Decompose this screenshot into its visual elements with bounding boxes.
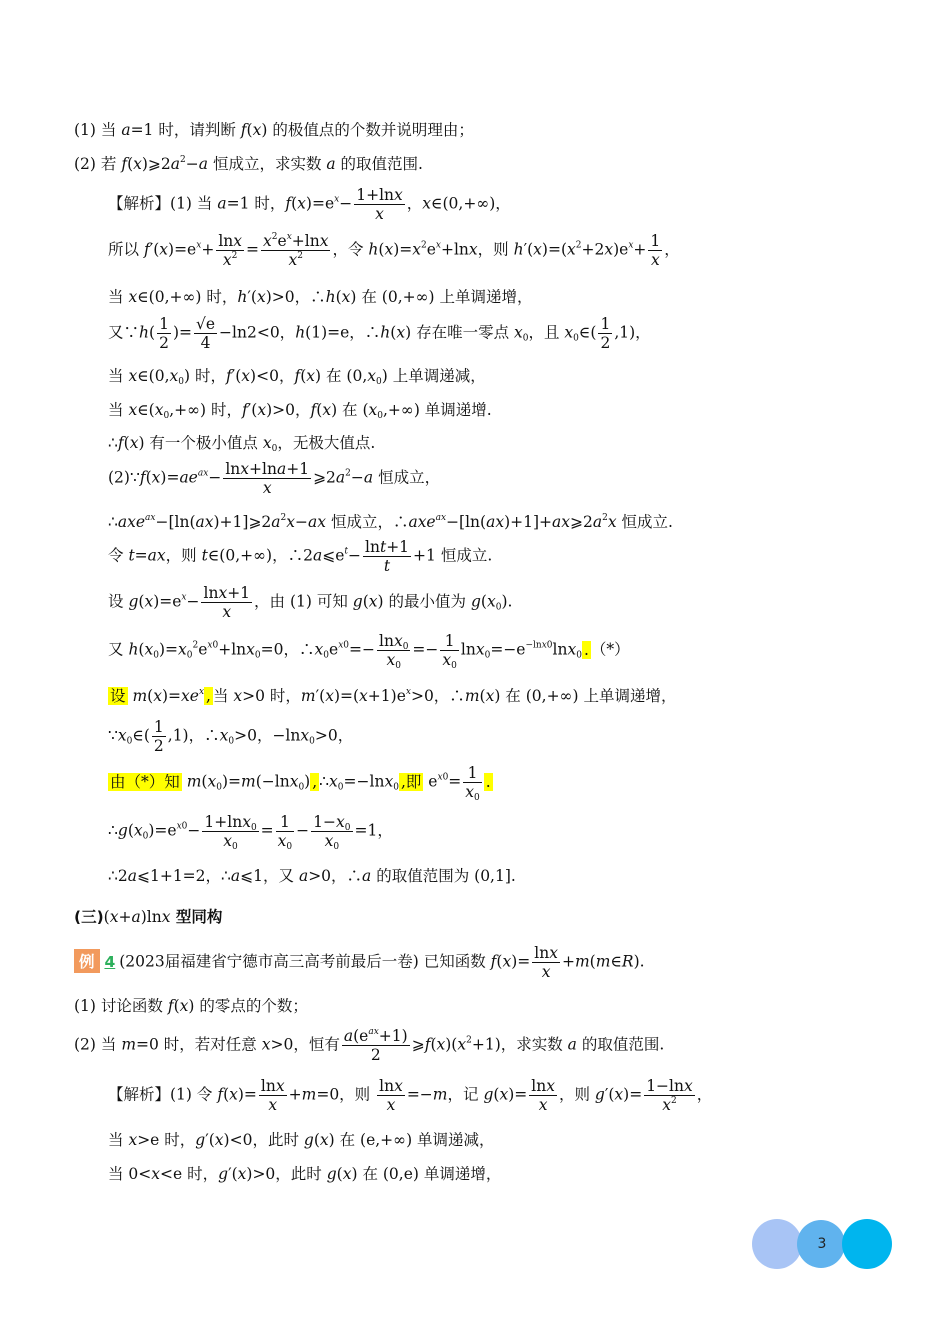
solution-line-2: 所以 $f'(x)=e^x+$ $\frac{\ln x}{x^2}$ = $\frac{x^2e^x+\ln x}{x^2}$ ，令 $h(x)=x^2e^x+\ln x$，则 $h'(x)=(x^2+2x)e^x+$ $\frac{1}{x}$ ，: [108, 232, 680, 269]
solution-line-11: 设 $g(x)=e^x-$ $\frac{\ln x+1}{x}$ ，由 (1) 可知 g(x) 的最小值为 $g(x_0)$.: [108, 584, 513, 621]
section-heading: (三)(x+a)lnx 型同构: [74, 908, 223, 926]
solution-tag: 【解析】: [108, 194, 171, 213]
solution-line-10: 令 t=ax，则 t∈(0,+∞)，$\therefore 2a⩽e^t-$ $\frac{\ln t+1}{t}$ +1 恒成立.: [108, 538, 493, 575]
example-solution-line-3: 当 0<x<e 时，g′(x)>0，此时 g(x) 在 (0,e) 单调递增，: [108, 1165, 502, 1183]
page-circle-left: [752, 1219, 802, 1269]
question-part-2: (2) 若 $f(x)⩾2a^2-a$ 恒成立，求实数 a 的取值范围.: [74, 155, 423, 173]
solution-line-12: 又 $h(x_0)=x_0^2e^{x0}+\ln x_0=0$，$\therefore x_0e^{x0}=-$ $\frac{\ln x_0}{x_0}$ =− $\frac{1}{x_0}$ $\ln x_0=-e^{-lnx0}\ln x_0$ . （*）: [108, 632, 630, 671]
page-circle-right: [842, 1219, 892, 1269]
example-label: 例: [74, 949, 100, 973]
page-number: 3: [817, 1236, 827, 1252]
solution-line-15: 由（*）知 $m(x_0)=m(-\ln x_0)$ , $\therefore x_0=-\ln x_0$ ,即 $e^{x0}=$ $\frac{1}{x_0}$ .: [110, 764, 491, 803]
solution-line-13: 设 $m(x)=xe^x$ , 当 x>0 时，$m'(x)=(x+1)e^x>0$，∴m(x) 在 (0,+∞) 上单调递增，: [110, 687, 677, 705]
example-number: 4: [104, 952, 116, 971]
solution-line-3: 当 x∈(0,+∞) 时，h′(x)>0，∴h(x) 在 (0,+∞) 上单调递增，: [108, 288, 533, 306]
question-part-1: (1) 当 a=1 时，请判断 f(x) 的极值点的个数并说明理由；: [74, 121, 474, 139]
solution-line-8: $(2)\because f(x)=ae^{ax}-$ $\frac{\ln x+\ln a+1}{x}$ $⩾2a^2-a$ 恒成立，: [108, 460, 441, 497]
solution-line-7: ∴f(x) 有一个极小值点 $x_0$，无极大值点.: [108, 434, 376, 454]
solution-line-16: $\therefore g(x_0)=e^{x0}-$ $\frac{1+\ln x_0}{x_0}$ = $\frac{1}{x_0}$ − $\frac{1-x_0}{x_0}$ =1，: [108, 813, 393, 852]
example-part-1: (1) 讨论函数 f(x) 的零点的个数；: [74, 997, 308, 1015]
solution-line-6: 当 $x\in(x_0,+\infty)$ 时，f′(x)>0，f(x) 在 $(x_0,+\infty)$ 单调递增.: [108, 401, 492, 421]
solution-line-17: ∴2a⩽1+1=2，∴a⩽1，又 a>0，∴a 的取值范围为 (0,1].: [108, 867, 516, 885]
solution-line-14: $\because x_0\in$( $\frac{1}{2}$ ,1)，$\therefore x_0>0$，−lnx$_0$>0，: [108, 718, 354, 755]
solution-line-5: 当 $x\in(0,x_0)$ 时，f′(x)<0，f(x) 在 $(0,x_0)$ 上单调递减，: [108, 367, 486, 387]
solution-line-4: 又∵h( $\frac{1}{2}$ )= $\frac{√e}{4}$ −ln2<0，h(1)=e，∴h(x) 存在唯一零点 $x_0$，且 $x_0\in$( $\frac{1}{2}$ ,1)，: [108, 315, 651, 352]
solution-line-9: $\therefore axe^{ax}-[\ln(ax)+1]⩾2a^2x-ax$ 恒成立，$\therefore axe^{ax}-[\ln(ax)+1]+ax⩾2a^2x$ 恒成立.: [108, 513, 673, 531]
example-4-statement: 例 4 (2023届福建省宁德市高三高考前最后一卷) 已知函数 f(x)= $\frac{\ln x}{x}$ +m(m∈R).: [74, 944, 645, 981]
example-part-2: (2) 当 m=0 时，若对任意 x>0，恒有 $a(e^{ax}+1)$ 2 $⩾f(x)(x^2+1)$，求实数 a 的取值范围.: [74, 1027, 665, 1064]
example-solution-line-2: 当 x>e 时，g′(x)<0，此时 g(x) 在 (e,+∞) 单调递减，: [108, 1131, 495, 1149]
example-solution-line-1: 【解析】(1) 令 f(x)= $\frac{\ln x}{x}$ +m=0，则 $\frac{\ln x}{x}$ =−m，记 g(x)= $\frac{\ln x}{x}$ ，则 g′(x)= $\frac{1-\ln x}{x^2}$ ，: [108, 1077, 713, 1114]
solution-line-1: 【解析】(1) 当 a=1 时，$f(x)=e^x-$ $\frac{1+\ln x}{x}$ ，x∈(0,+∞)，: [108, 186, 511, 223]
